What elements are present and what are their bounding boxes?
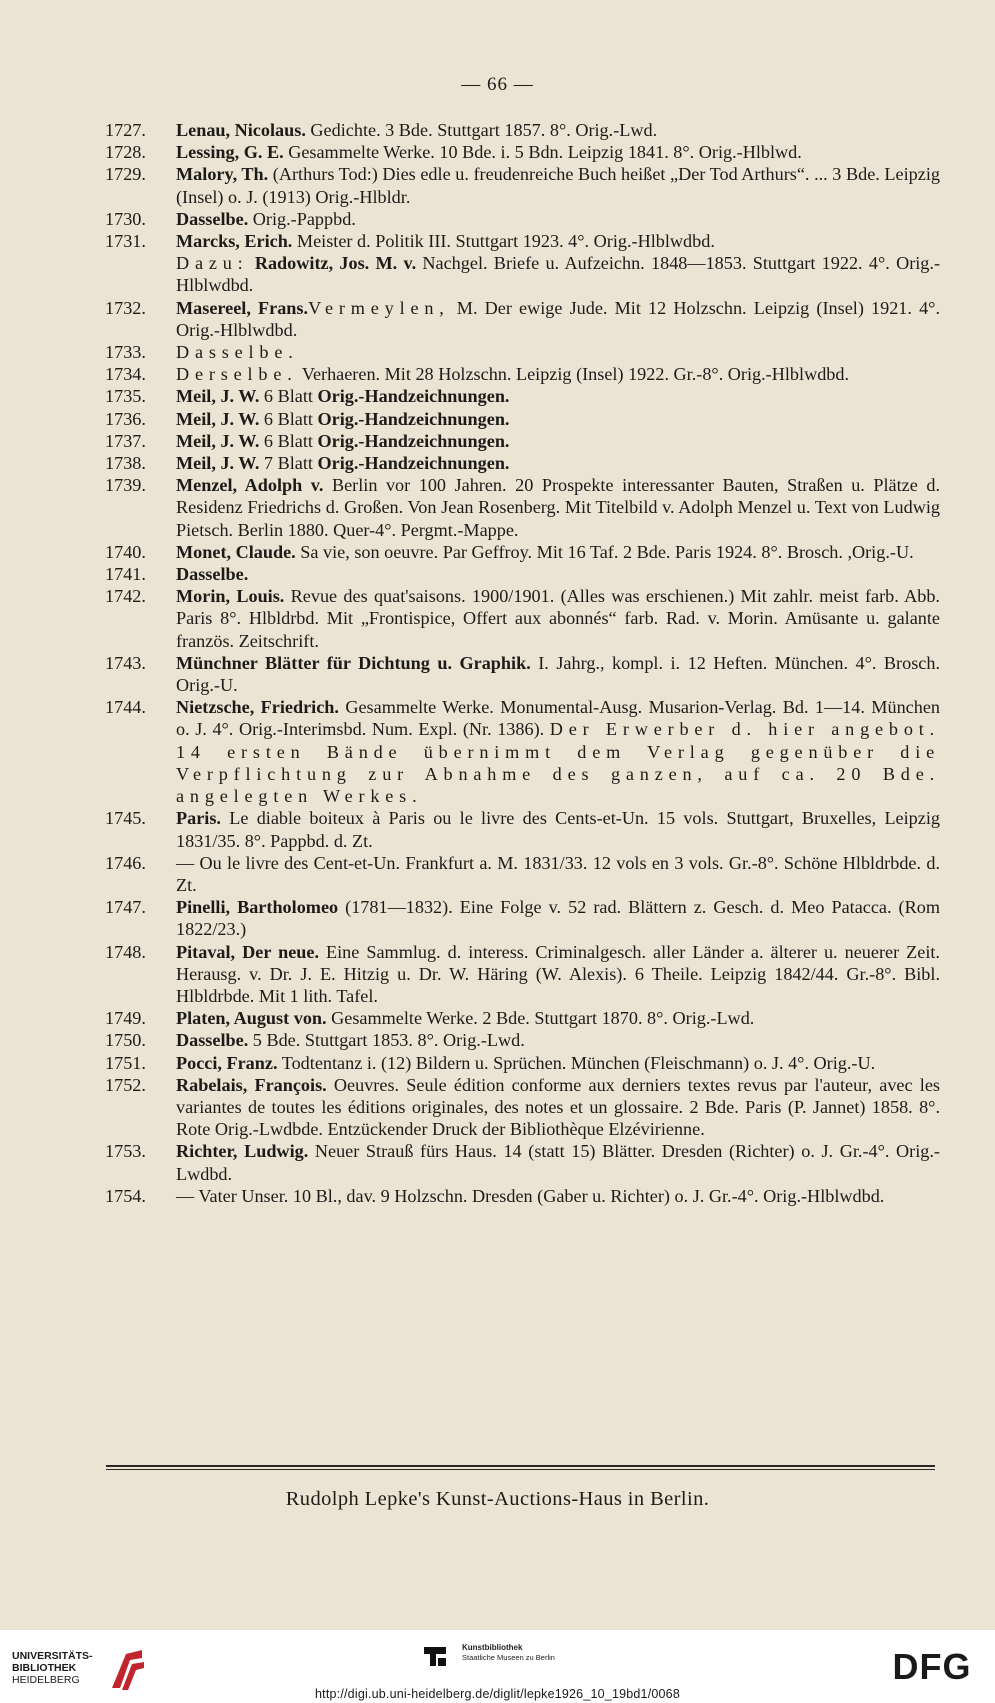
catalogue-entry xyxy=(105,230,940,297)
entry-text: Revue des quat'saisons. 1900/1901. (Alles was erschienen.) Mit zahlr. meist farb. Abb. Paris 8°. Hlbldrbd. Mit „Frontispice, Offert aux abonnés“ farb. Rad. v. Morin. Amüsante u. galante französ. Zeitschrift. xyxy=(176,586,940,651)
entry-name: Masereel, Frans. xyxy=(176,297,309,318)
entry-number: 1751. xyxy=(105,1052,146,1073)
entry-number: 1754. xyxy=(105,1185,146,1206)
entry-dazu-label: Dazu: xyxy=(176,253,249,274)
catalogue-entry xyxy=(105,541,940,563)
entry-text: Berlin vor 100 Jahren. 20 Prospekte interessanter Bauten, Straßen u. Plätze d. Residenz Friedrichs d. Großen. Von Jean Rosenberg. Mit Titelbild v. Adolph Menzel u. Text von Ludwig Pietsch. Berlin 1880. Quer-4°. Pergmt.-Mappe. xyxy=(176,475,941,540)
catalogue-entry xyxy=(105,474,940,541)
entry-name: Paris. xyxy=(176,808,221,829)
entry-number: 1730. xyxy=(105,208,146,229)
entry-number: 1734. xyxy=(105,364,146,385)
entry-text: Eine Sammlug. d. interess. Criminalgesch. aller Länder a. älterer u. neuerer Zeit. Herausg. v. Dr. J. E. Hitzig u. Dr. W. Häring (W. Alexis). 6 Theile. Leipzig 1842/44. Gr.-8°. Bibl. Hlbldrbde. Mit 1 lith. Tafel. xyxy=(176,941,940,1006)
entry-name: Nietzsche, Friedrich. xyxy=(176,697,339,718)
footer-rule xyxy=(106,1465,935,1470)
entry-name: Dasselbe. xyxy=(176,208,249,229)
entry-name: Menzel, Adolph v. xyxy=(176,475,324,496)
entry-extra-name: Radowitz, Jos. M. v. xyxy=(254,253,417,274)
catalogue-entry xyxy=(105,1052,940,1074)
entry-number: 1747. xyxy=(105,897,146,918)
catalogue-entry xyxy=(105,652,940,696)
catalogue-entry xyxy=(105,341,940,363)
entry-text: M. Der ewige Jude. Mit 12 Holzschn. Leipzig (Insel) 1921. 4°. Orig.-Hlblwdbd. xyxy=(176,297,940,340)
entry-name: Dasselbe. xyxy=(176,1030,249,1051)
entry-number: 1748. xyxy=(105,941,146,962)
entry-number: 1729. xyxy=(105,164,146,185)
entry-text: 5 Bde. Stuttgart 1853. 8°. Orig.-Lwd. xyxy=(248,1030,525,1051)
entry-text: Meister d. Politik III. Stuttgart 1923. 4°. Orig.-Hlblwdbd. xyxy=(292,231,715,252)
catalogue-entry xyxy=(105,1074,940,1141)
entry-number: 1745. xyxy=(105,808,146,829)
entry-name: Pocci, Franz. xyxy=(176,1052,278,1073)
entry-name: Malory, Th. xyxy=(176,164,269,185)
university-library-text xyxy=(12,1650,93,1686)
catalogue-entry xyxy=(105,1185,940,1207)
catalogue-entry xyxy=(105,163,940,207)
entry-name: Monet, Claude. xyxy=(176,541,296,562)
entry-name: Meil, J. W. xyxy=(176,430,260,451)
catalogue-entry xyxy=(105,1007,940,1029)
entry-bold-tail: Orig.-Handzeichnungen. xyxy=(317,408,510,429)
entry-number: 1741. xyxy=(105,564,146,585)
catalogue-entry xyxy=(105,208,940,230)
catalogue-entry xyxy=(105,297,940,341)
entry-number: 1728. xyxy=(105,142,146,163)
library-footer-strip xyxy=(0,1630,995,1703)
entry-number: 1738. xyxy=(105,453,146,474)
entry-name: Pitaval, Der neue. xyxy=(176,941,319,962)
entry-bold-tail: Orig.-Handzeichnungen. xyxy=(317,386,510,407)
catalogue-entry xyxy=(105,896,940,940)
entry-text: I. Jahrg., kompl. i. 12 Heften. München. 4°. Brosch. Orig.-U. xyxy=(176,652,940,696)
entry-text: 7 Blatt xyxy=(259,453,318,474)
entry-number: 1727. xyxy=(105,120,146,140)
uni-line-2: BIBLIOTHEK xyxy=(12,1662,77,1674)
dfg-wordmark: DFG xyxy=(892,1646,972,1686)
catalogue-entry xyxy=(105,941,940,1008)
entry-bold-tail: Orig.-Handzeichnungen. xyxy=(317,453,510,474)
entry-name: Meil, J. W. xyxy=(176,386,260,407)
entry-number: 1752. xyxy=(105,1074,146,1095)
kunstbibliothek-logo[interactable] xyxy=(422,1642,582,1672)
entry-spaced-name: Vermeylen, xyxy=(308,297,450,318)
uni-line-3: HEIDELBERG xyxy=(12,1674,80,1686)
footer-text: Rudolph Lepke's Kunst-Auctions-Haus in Berlin. xyxy=(285,1488,710,1510)
catalogue-entry xyxy=(105,141,940,163)
entry-text: Verhaeren. Mit 28 Holzschn. Leipzig (Insel) 1922. Gr.-8°. Orig.-Hlblwdbd. xyxy=(297,364,850,385)
entry-number: 1731. xyxy=(105,231,146,252)
entry-text: Orig.-Pappbd. xyxy=(248,208,356,229)
entry-name: Richter, Ludwig. xyxy=(176,1141,309,1162)
entry-text: (1781—1832). Eine Folge v. 52 rad. Blättern z. Gesch. d. Meo Patacca. (Rom 1822/23.) xyxy=(176,897,940,940)
catalogue-entry xyxy=(105,585,940,652)
entry-extra-text: Nachgel. Briefe u. Aufzeichn. 1848—1853. Stuttgart 1922. 4°. Orig.-Hlblwdbd. xyxy=(176,253,941,296)
kb-title: Kunstbibliothek xyxy=(462,1643,523,1652)
catalogue-entry xyxy=(105,452,940,474)
entry-name: Lessing, G. E. xyxy=(176,142,284,163)
entry-number: 1743. xyxy=(105,652,146,673)
entry-text: Gesammelte Werke. Monumental-Ausg. Musarion-Verlag. Bd. 1—14. München o. J. 4°. Orig.-Interimsbd. Num. Expl. (Nr. 1386). xyxy=(176,697,940,740)
entry-name: Münchner Blätter für Dichtung u. Graphik. xyxy=(176,652,531,673)
entry-number: 1739. xyxy=(105,475,146,496)
entry-text: Gesammelte Werke. 2 Bde. Stuttgart 1870. 8°. Orig.-Lwd. xyxy=(326,1008,755,1029)
catalogue-entry xyxy=(105,430,940,452)
entry-spaced-name: Derselbe. xyxy=(176,364,298,385)
entry-number: 1746. xyxy=(105,852,146,873)
entry-name: Meil, J. W. xyxy=(176,453,260,474)
entry-text: Le diable boiteux à Paris ou le livre des Cents-et-Un. 15 vols. Stuttgart, Bruxelles, Leipzig 1831/35. 8°. Pappbd. d. Zt. xyxy=(176,808,940,851)
dfg-logo[interactable] xyxy=(882,1646,982,1686)
catalogue-entry xyxy=(105,119,940,141)
entry-text: Gedichte. 3 Bde. Stuttgart 1857. 8°. Orig.-Lwd. xyxy=(305,120,658,140)
entry-number: 1735. xyxy=(105,386,146,407)
kunstbibliothek-text xyxy=(462,1643,555,1663)
entry-text: Sa vie, son oeuvre. Par Geffroy. Mit 16 Taf. 2 Bde. Paris 1924. 8°. Brosch. ,Orig.-U. xyxy=(295,541,914,562)
entry-text: 6 Blatt xyxy=(259,430,318,451)
entry-name: Rabelais, François. xyxy=(176,1074,327,1095)
entry-name: Platen, August von. xyxy=(176,1008,327,1029)
entry-text: (Arthurs Tod:) Dies edle u. freudenreiche Buch heißet „Der Tod Arthurs“. ... 3 Bde. Leipzig (Insel) o. J. (1913) Orig.-Hlbldr. xyxy=(176,164,940,207)
entry-spaced-name: Dasselbe. xyxy=(176,342,299,363)
catalogue-entry xyxy=(105,1029,940,1051)
entry-number: 1750. xyxy=(105,1030,146,1051)
entry-number: 1742. xyxy=(105,586,146,607)
entry-number: 1753. xyxy=(105,1141,146,1162)
entry-number: 1740. xyxy=(105,541,146,562)
catalogue-entry xyxy=(105,363,940,385)
entry-number: 1737. xyxy=(105,430,146,451)
catalogue-entry xyxy=(105,408,940,430)
entry-number: 1733. xyxy=(105,342,146,363)
entry-text: 6 Blatt xyxy=(259,408,318,429)
entry-text: — Vater Unser. 10 Bl., dav. 9 Holzschn. Dresden (Gaber u. Richter) o. J. Gr.-4°. Orig.-Hlblwdbd. xyxy=(176,1185,885,1206)
entry-name: Morin, Louis. xyxy=(176,586,285,607)
entry-name: Pinelli, Bartholomeo xyxy=(176,897,339,918)
entry-number: 1749. xyxy=(105,1008,146,1029)
catalogue-entry xyxy=(105,1140,940,1184)
entry-spaced-note: Der Erwerber d. hier angebot. 14 ersten Bände übernimmt dem Verlag gegenüber die Verpflichtung zur Abnahme des ganzen, auf ca. 20 Bde. angelegten Werkes. xyxy=(176,719,940,807)
kb-subtitle: Staatliche Museen zu Berlin xyxy=(462,1653,555,1662)
entry-name: Meil, J. W. xyxy=(176,408,260,429)
entry-number: 1736. xyxy=(105,408,146,429)
entry-name: Marcks, Erich. xyxy=(176,231,293,252)
source-url[interactable]: http://digi.ub.uni-heidelberg.de/diglit/lepke1926_10_19bd1/0068 xyxy=(315,1687,680,1701)
entry-text: Gesammelte Werke. 10 Bde. i. 5 Bdn. Leipzig 1841. 8°. Orig.-Hlblwd. xyxy=(283,142,802,163)
entry-number: 1744. xyxy=(105,697,146,718)
entry-text: 6 Blatt xyxy=(259,386,318,407)
entry-bold-tail: Orig.-Handzeichnungen. xyxy=(317,430,510,451)
catalogue-entries xyxy=(105,119,940,1207)
entry-text: — Ou le livre des Cent-et-Un. Frankfurt a. M. 1831/33. 12 vols en 3 vols. Gr.-8°. Schöne Hlbldrbde. d. Zt. xyxy=(176,852,940,895)
entry-text: Oeuvres. Seule édition conforme aux derniers textes revus par l'auteur, avec les variantes de toutes les éditions originales, des notes et un glossaire. 2 Bde. Paris (P. Jannet) 1858. 8°. Rote Orig.-Lwdbde. Entzückender Druck der Bibliothèque Elzévirienne. xyxy=(176,1074,940,1140)
entry-text: Neuer Strauß fürs Haus. 14 (statt 15) Blätter. Dresden (Richter) o. J. Gr.-4°. Orig.-Lwdbd. xyxy=(176,1141,940,1184)
uni-line-1: UNIVERSITÄTS- xyxy=(12,1650,93,1662)
kunstbibliothek-emblem-icon xyxy=(422,1644,448,1668)
catalogue-entry xyxy=(105,696,940,807)
catalogue-entry xyxy=(105,852,940,896)
entry-text: Todtentanz i. (12) Bildern u. Sprüchen. München (Fleischmann) o. J. 4°. Orig.-U. xyxy=(277,1052,876,1073)
page-number: — 66 — xyxy=(461,74,534,95)
entry-number: 1732. xyxy=(105,297,146,318)
catalogue-entry xyxy=(105,385,940,407)
catalogue-entry xyxy=(105,807,940,851)
catalogue-entry xyxy=(105,563,940,585)
entry-name: Lenau, Nicolaus. xyxy=(176,120,306,140)
entry-name: Dasselbe. xyxy=(176,564,249,585)
